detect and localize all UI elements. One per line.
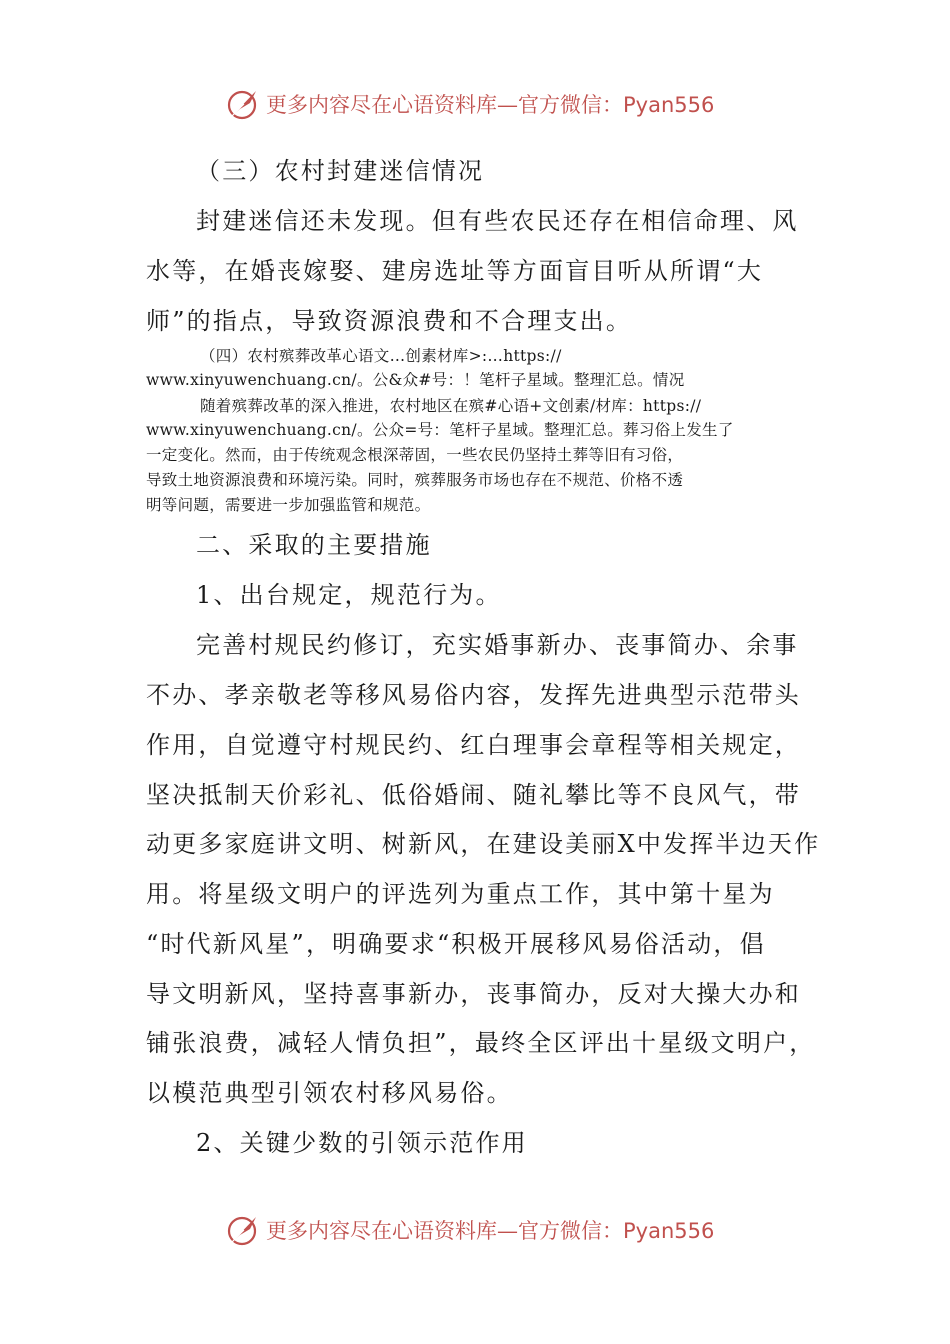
paragraph-line: “时代新风星”，明确要求“积极开展移风易俗活动，倡 <box>146 930 766 958</box>
paragraph-line: 用。将星级文明户的评选列为重点工作，其中第十星为 <box>146 880 775 908</box>
paragraph-line: 完善村规民约修订，充实婚事新办、丧事简办、余事 <box>196 631 799 659</box>
paragraph-line: 铺张浪费，减轻人情负担”，最终全区评出十星级文明户， <box>146 1029 816 1057</box>
heading-3: （三）农村封建迷信情况 <box>196 157 485 185</box>
banner-text: 更多内容尽在心语资料库—官方微信：Pyan556 <box>266 93 715 117</box>
subheading: 1、出台规定，规范行为。 <box>196 581 502 609</box>
small-paragraph-line: 明等问题，需要进一步加强监管和规范。 <box>146 496 431 514</box>
section-heading: 二、采取的主要措施 <box>196 531 432 559</box>
paragraph-line: 动更多家庭讲文明、树新风，在建设美丽X中发挥半边天作 <box>146 830 821 858</box>
small-paragraph-line: （四）农村殡葬改革心语文…创素材库>:…https:// <box>200 347 562 365</box>
small-paragraph-line: www.xinyuwenchuang.cn/。公&众#号：！笔杆子星域。整理汇总。情况 <box>146 371 685 389</box>
paragraph-line: 导文明新风，坚持喜事新办，丧事简办，反对大操大办和 <box>146 980 801 1008</box>
quill-logo-icon <box>226 87 260 121</box>
header-watermark <box>226 84 746 124</box>
quill-logo-icon <box>226 1213 260 1247</box>
small-paragraph-line: www.xinyuwenchuang.cn/。公众=号：笔杆子星域。整理汇总。葬习俗上发生了 <box>146 421 734 439</box>
paragraph-line: 师”的指点，导致资源浪费和不合理支出。 <box>146 307 633 335</box>
small-paragraph-line: 导致土地资源浪费和环境污染。同时，殡葬服务市场也存在不规范、价格不透 <box>146 471 684 489</box>
small-paragraph-line: 一定变化。然而，由于传统观念根深蒂固，一些农民仍坚持土葬等旧有习俗， <box>146 446 684 464</box>
paragraph-line: 水等，在婚丧嫁娶、建房选址等方面盲目听从所谓“大 <box>146 257 764 285</box>
small-paragraph-line: 随着殡葬改革的深入推进，农村地区在殡#心语+文创素/材库：https:// <box>200 397 702 415</box>
banner-text: 更多内容尽在心语资料库—官方微信：Pyan556 <box>266 1219 715 1243</box>
paragraph-line: 封建迷信还未发现。但有些农民还存在相信命理、风 <box>196 207 799 235</box>
paragraph-line: 作用，自觉遵守村规民约、红白理事会章程等相关规定， <box>146 731 801 759</box>
subheading: 2、关键少数的引领示范作用 <box>196 1129 528 1157</box>
footer-watermark <box>226 1210 746 1250</box>
paragraph-line: 不办、孝亲敬老等移风易俗内容，发挥先进典型示范带头 <box>146 681 801 709</box>
paragraph-line: 以模范典型引领农村移风易俗。 <box>146 1079 513 1107</box>
paragraph-line: 坚决抵制天价彩礼、低俗婚闹、随礼攀比等不良风气，带 <box>146 781 801 809</box>
